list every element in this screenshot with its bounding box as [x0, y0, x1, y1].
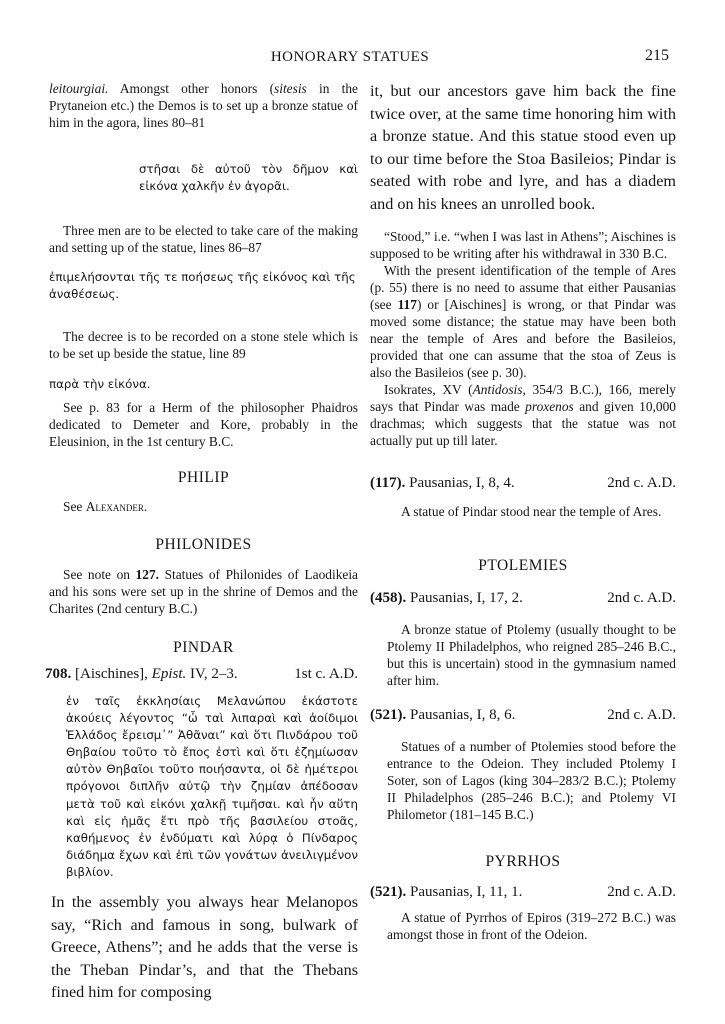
italic-term: Epist.: [151, 666, 187, 682]
paragraph-herm: See p. 83 for a Herm of the philosopher Phaidros dedicated to Demeter and Kore, probably in the Eleusinion, in the 1st century B.C.: [49, 400, 358, 449]
entry-458-text: A bronze statue of Ptolemy (usually thought to be Ptolemy II Philadelphos, who reigned 285–246 B.C., but this is uncertain) stood in the gymnasium named after him.: [387, 622, 676, 688]
paragraph-philip: [49, 498, 358, 515]
entry-citation: [370, 473, 515, 493]
left-column: [45, 80, 358, 1004]
text-run: See note on: [63, 567, 136, 582]
entry-citation: [370, 705, 515, 725]
entry-117-text: A statue of Pindar stood near the temple of Ares.: [401, 504, 662, 519]
greek-passage: ἐν ταῖς ἐκκλησίαις Μελανώπου ἑκάστοτε ἀκούεις λέγοντος “ὦ ταὶ λιπαραὶ καὶ ἀοίδιμοι Ἑλλάδος ἔρεισμ᾽” Ἀθᾶναι” καὶ ὅτι Πινδάρου τοῦ Θηβαίου τοῦτο τὸ ἔπος ἐστὶ καὶ ὅτι ἐζημίωσαν αὐτὸν Θηβαῖοι τοῦτο ποιήσαντα, οἱ δὲ ἡμέτεροι πρόγονοι διπλῆν αὐτῷ τὴν ζημίαν ἀπέδοσαν μετὰ τοῦ καὶ εἰκόνι χαλκῇ τιμῆσαι. καὶ ἦν αὕτη καὶ εἰς ἡμᾶς ἔτι πρὸ τῆς βασιλείου στοᾶς, καθήμενος ἐν ἐνδύματι καὶ λύρᾳ ὁ Πίνδαρος διάδημα ἔχων καὶ ἐπὶ τῶν γονάτων ἀνειλιγμένον βιβλίον.: [66, 694, 358, 879]
entry-521b-header: [370, 882, 676, 902]
entry-date: 2nd c. A.D.: [607, 475, 676, 491]
entry-number: (458).: [370, 590, 407, 606]
text-run: ) or [Aischines] is wrong, or that Pindar was moved some distance; the statue may have been both near the temple of Ares and before the Basileios, provided that one can assume that the stoa of Zeus is also the Basileios (see p. 30).: [370, 297, 677, 380]
italic-term: sitesis: [274, 81, 307, 96]
note-stood: “Stood,” i.e. “when I was last in Athens”; Aischines is supposed to be writing after his withdrawal in 330 B.C.: [370, 229, 676, 261]
text-run: Pausanias, I, 17, 2.: [406, 590, 523, 606]
text-run: and given 10,000 drachmas; which suggests that the statue was not actually put up till later.: [370, 399, 676, 448]
right-column: [370, 80, 676, 943]
text-run: [Aischines],: [71, 666, 152, 682]
section-heading-philip: PHILIP: [177, 469, 230, 486]
entry-number: (521).: [370, 884, 407, 900]
section-heading-pindar: PINDAR: [173, 639, 234, 656]
text-run: Pausanias, I, 8, 4.: [405, 475, 515, 491]
italic-term: leitourgiai.: [49, 81, 109, 96]
entry-date: 2nd c. A.D.: [607, 884, 676, 900]
italic-term: Antidosis,: [472, 382, 526, 397]
entry-date: 1st c. A.D.: [294, 666, 358, 682]
greek-quote: ἐπιμελήσονται τῆς τε ποήσεως τῆς εἰκόνος καὶ τῆς ἀναθέσεως.: [49, 270, 356, 301]
translation-continued: it, but our ancestors gave him back the fine twice over, at the same time honoring him with a bronze statue. And this statue stood even up to our time before the Stoa Basileios; Pindar is seated with robe and lyre, and has a diadem and on his knees an unrolled book.: [370, 82, 676, 213]
section-heading-ptolemies: PTOLEMIES: [478, 557, 568, 574]
entry-reference: 117: [397, 297, 417, 312]
greek-quote: στῆσαι δὲ αὐτοῦ τὸν δῆμον καὶ εἰκόνα χαλκῆν ἐν ἀγορᾶι.: [139, 162, 358, 193]
text-run: Statues of Philonides of Laodikeia and his sons were set up in the shrine of Demos and the Charites (2nd century B.C.): [49, 567, 358, 616]
page-number: 215: [645, 47, 669, 64]
running-header: HONORARY STATUES: [270, 49, 430, 65]
text-run: Pausanias, I, 11, 1.: [406, 884, 523, 900]
paragraph-decree: The decree is to be recorded on a stone stele which is to be set up beside the statue, line 89: [49, 329, 358, 361]
text-run: Amongst other honors (: [108, 81, 275, 96]
entry-708-header: [45, 664, 358, 684]
cross-reference: Alexander.: [85, 499, 148, 514]
section-heading-pyrrhos: PYRRHOS: [485, 853, 561, 870]
note-isokrates: [370, 381, 676, 449]
text-run: in the Prytaneion etc.) the Demos is to set up a bronze statue of him in the agora, lines 80–81: [49, 81, 358, 130]
translation-passage: In the assembly you always hear Melanopos say, “Rich and famous in song, bulwark of Greece, Athens”; and he adds that the verse is the Theban Pindar’s, and that the Thebans fined him for composing: [51, 893, 358, 1002]
entry-number: (117).: [370, 475, 406, 491]
text-run: IV, 2–3.: [186, 666, 238, 682]
paragraph-leitourgiai: [49, 80, 358, 131]
section-heading-philonides: PHILONIDES: [155, 536, 252, 553]
text-run: With the present identification of the temple of Ares (p. 55) there is no need to assume that either Pausanias (see: [370, 263, 676, 312]
entry-number: (521).: [370, 707, 407, 723]
text-run: See: [63, 499, 86, 514]
entry-117-header: [370, 473, 676, 493]
entry-citation: [45, 664, 238, 684]
entry-458-header: [370, 588, 676, 608]
entry-521a-text: Statues of a number of Ptolemies stood before the entrance to the Odeion. They included Ptolemy I Soter, son of Lagos (king 304–283/2 B.C.); Ptolemy II Philadelphos (285–246 B.C.); and Ptolemy VI Philometor (181–145 B.C.): [387, 739, 676, 822]
paragraph-philonides: [49, 566, 358, 617]
entry-521b-text: A statue of Pyrrhos of Epiros (319–272 B.C.) was amongst those in front of the Odeion.: [387, 910, 676, 942]
text-run: Pausanias, I, 8, 6.: [406, 707, 516, 723]
entry-number: 708.: [45, 666, 72, 682]
entry-citation: [370, 588, 523, 608]
entry-date: 2nd c. A.D.: [607, 707, 676, 723]
entry-reference: 127.: [135, 567, 159, 582]
entry-citation: [370, 882, 522, 902]
greek-quote: παρὰ τὴν εἰκόνα.: [49, 377, 151, 391]
paragraph-three-men: Three men are to be elected to take care of the making and setting up of the statue, lines 86–87: [49, 223, 358, 255]
italic-term: proxenos: [525, 399, 574, 414]
note-temple-of-ares: [370, 262, 676, 381]
text-run: Isokrates, XV (: [384, 382, 473, 397]
entry-521a-header: [370, 705, 676, 725]
text-run: 354/3 B.C.), 166, merely says that Pindar was made: [370, 382, 676, 414]
entry-date: 2nd c. A.D.: [607, 590, 676, 606]
